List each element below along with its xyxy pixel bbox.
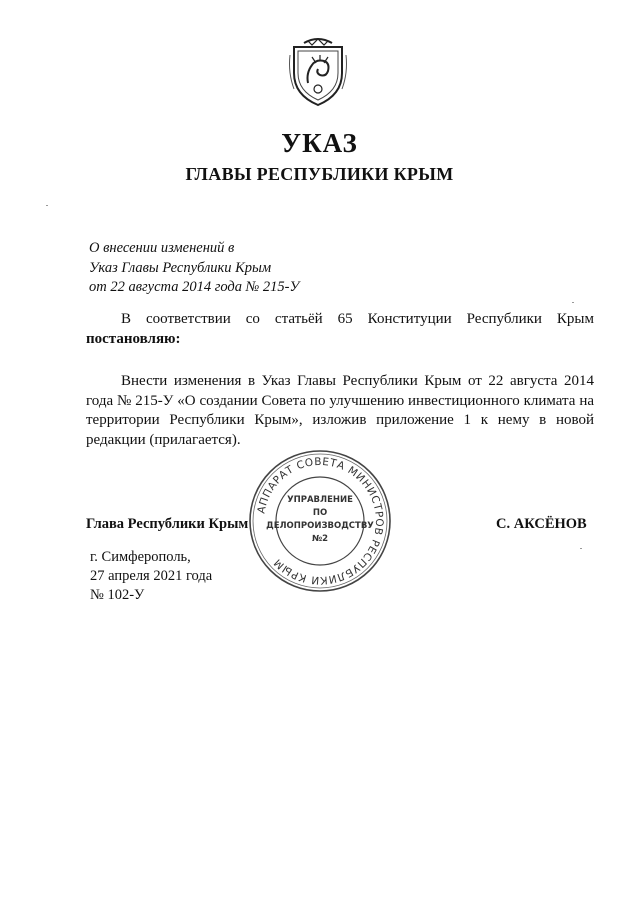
subject-block (89, 239, 299, 298)
place-date-block (90, 548, 212, 605)
document-type-title: УКАЗ (281, 128, 358, 158)
decree-word: постановляю: (86, 330, 181, 347)
place: г. Симферополь, (90, 549, 191, 565)
decree-number: № 102-У (90, 587, 145, 603)
stamp-center-line: №2 (311, 534, 329, 544)
subject-line: О внесении изменений в (89, 240, 235, 256)
subject-line: Указ Главы Республики Крым (89, 259, 272, 276)
body-paragraph (86, 372, 594, 450)
stamp-center-line: ДЕЛОПРОИЗВОДСТВУ (266, 521, 374, 531)
signatory-position: Глава Республики Крым (86, 516, 249, 532)
signatory-name: С. АКСЁНОВ (496, 516, 587, 532)
stamp-center-line: УПРАВЛЕНИЕ (287, 495, 353, 505)
scan-speck (580, 548, 582, 549)
issuer-title: ГЛАВЫ РЕСПУБЛИКИ КРЫМ (185, 164, 454, 184)
decree-date: 27 апреля 2021 года (90, 568, 213, 584)
stamp-ring-text: АППАРАТ СОВЕТА МИНИСТРОВ РЕСПУБЛИКИ КРЫМ (255, 455, 386, 587)
official-stamp (247, 448, 393, 594)
crimea-coat-of-arms-icon (286, 33, 350, 107)
subject-line: от 22 августа 2014 года № 215-У (89, 279, 300, 295)
body-text: Внести изменения в Указ Главы Республики Крым от 22 августа 2014 года № 215-У «О создании Совета по улучшению инвестиционного климата на территории Республики Крым», изложив приложение 1 к нему в новой редакции (прилагается). (86, 373, 594, 448)
scan-speck (572, 302, 574, 303)
preamble-text: В соответствии со статьёй 65 Конституции Республики Крым (121, 311, 594, 327)
stamp-center-line: ПО (312, 508, 328, 518)
preamble-paragraph (86, 310, 594, 349)
scan-speck (46, 205, 48, 206)
